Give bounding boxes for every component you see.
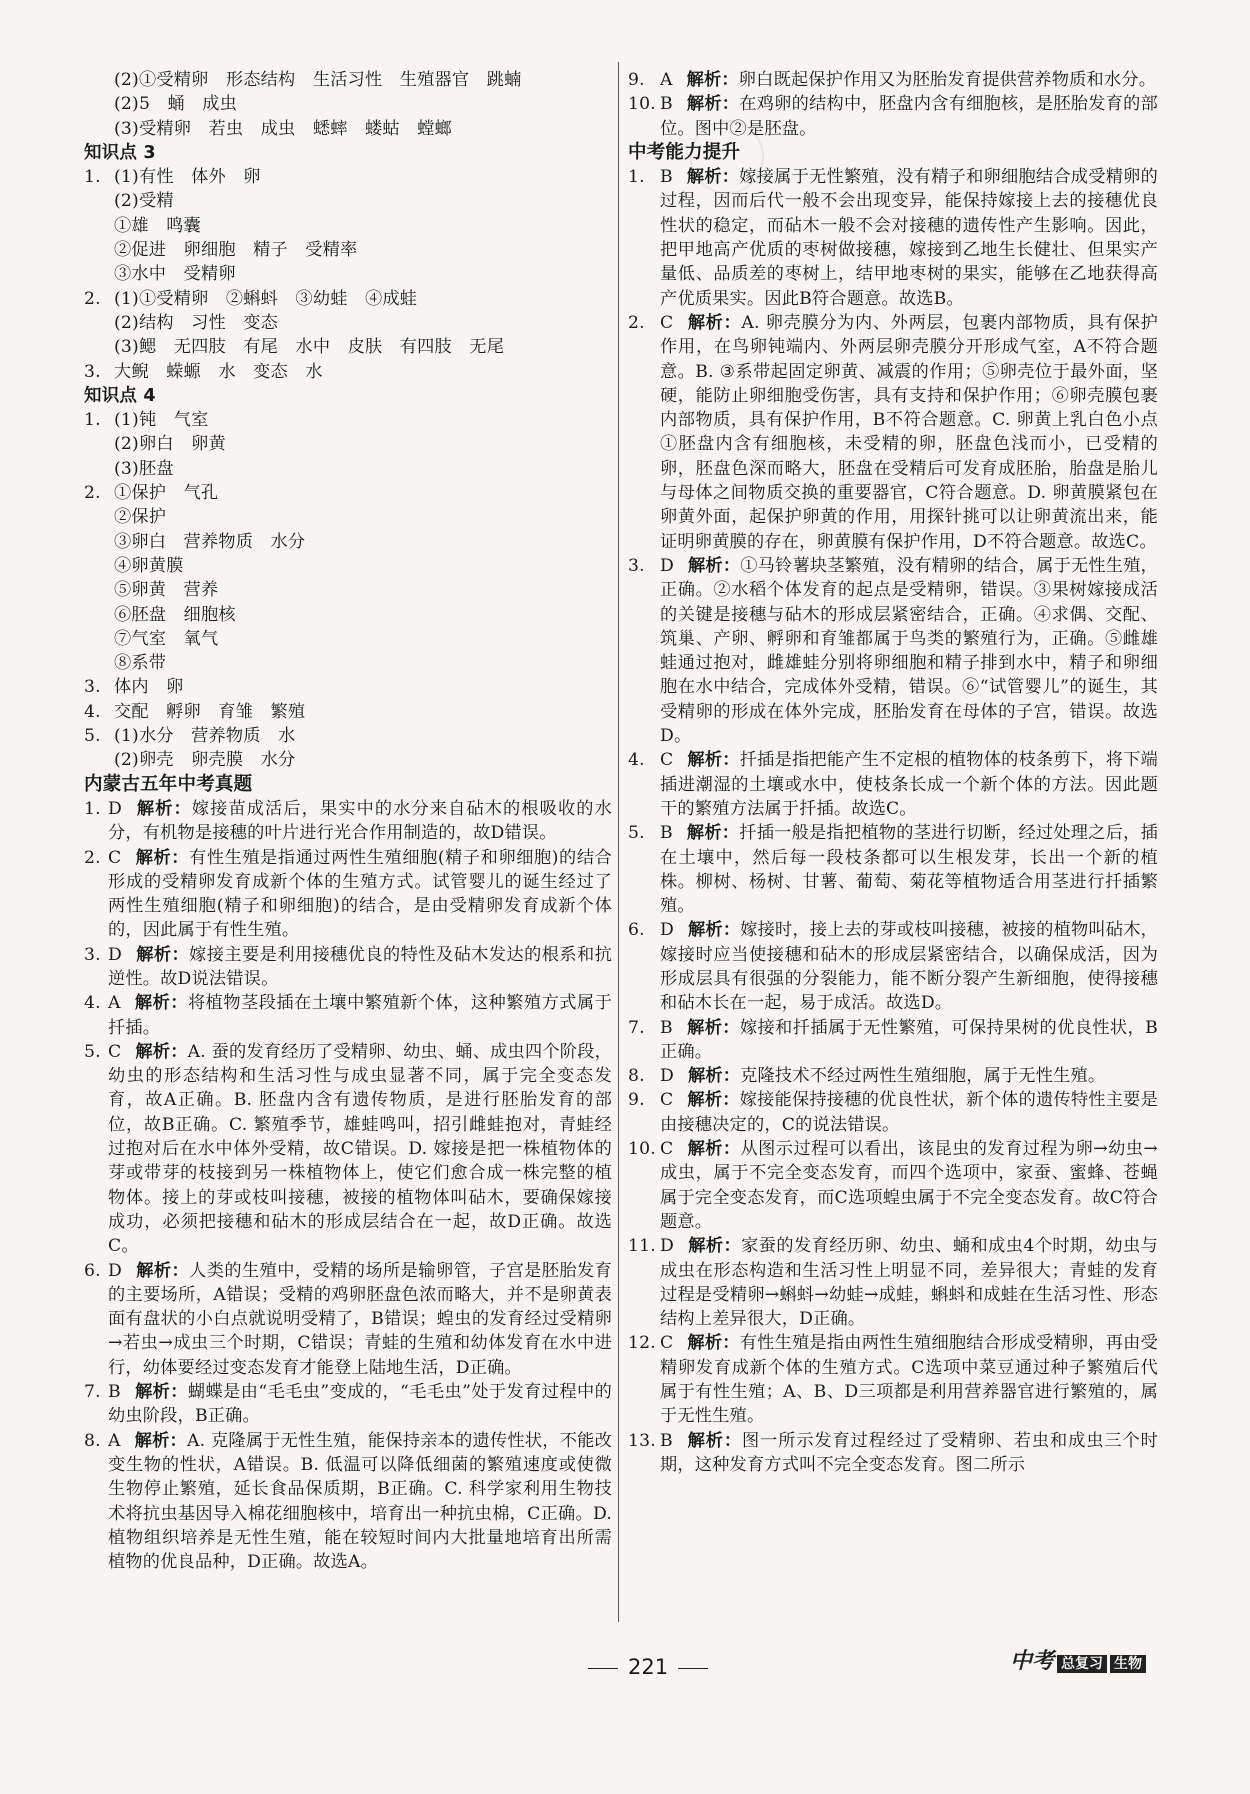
answer-letter: A [660, 70, 673, 90]
question-item [84, 1040, 612, 1259]
answer-letter: C [660, 312, 674, 333]
question-body [660, 1016, 1158, 1065]
brand-text: 中考 [1010, 1649, 1055, 1674]
question-item [84, 1429, 612, 1575]
question-item [628, 918, 1158, 1015]
analysis-text: A. 克隆属于无性生殖，能保持亲本的遗传性状，不能改变生物的性状，A错误。B. 低温可以降低细菌的繁殖速度或使微生物停止繁殖，延长食品保质期，B正确。C. 科学家利用生物技术将抗虫基因导入棉花细胞核中，培育出一种抗虫棉，C正确。D. 植物组织培养是无性生殖，能在较短时间内大批量地培育出所需植物的优良品种，D正确。故选A。 [108, 1430, 612, 1573]
dash-right [678, 1668, 708, 1669]
question-item [628, 311, 1158, 554]
dash-left [588, 1668, 618, 1669]
analysis-text: ①马铃薯块茎繁殖，没有精卵的结合，属于无性生殖，正确。②水稻个体发育的起点是受精卵，错误。③果树嫁接成活的关键是接穗与砧木的形成层紧密结合，正确。④求偶、交配、筑巢、产卵、孵卵和育雏都属于鸟类的繁殖行为，正确。⑤雌雄蛙通过抱对，雌雄蛙分别将卵细胞和精子排到水中，精子和卵细胞在水中结合，完成体外受精，错误。⑥“试管婴儿”的诞生，其受精卵的形成在体外完成，胚胎发育在母体的子宫，错误。故选D。 [660, 555, 1158, 747]
analysis-label: 解析： [134, 1430, 187, 1451]
item-number: 2. [84, 483, 101, 504]
item-text: ⑦气室 氧气 [114, 628, 219, 649]
item-number: 1. [84, 167, 101, 188]
question-number: 8. [628, 1066, 645, 1087]
question-body [660, 311, 1158, 554]
analysis-label: 解析： [135, 1260, 190, 1281]
question-number: 7. [84, 1382, 101, 1403]
question-item [628, 1234, 1158, 1331]
answer-line: (2)5 蛹 成虫 [114, 94, 238, 115]
item-number: 1. [84, 410, 101, 431]
section-heading-kp3: 知识点 3 [84, 142, 156, 163]
answer-letter: A [108, 1430, 121, 1451]
brand-sub: 总复习 [1057, 1655, 1107, 1673]
item-text: ①保护 气孔 [114, 483, 219, 504]
item-text: ③水中 受精卵 [114, 264, 236, 285]
question-item [628, 1016, 1158, 1065]
answer-letter: B [660, 94, 673, 115]
answer-line [84, 408, 612, 432]
answer-line: (3)受精卵 若虫 成虫 蟋蟀 蝼蛄 螳螂 [114, 118, 452, 139]
question-body [108, 1380, 612, 1429]
question-item [84, 1380, 612, 1429]
analysis-text: 有性生殖是指由两性生殖细胞结合形成受精卵，再由受精卵发育成新个体的生殖方式。C选项中菜豆通过种子繁殖后代属于有性生殖；A、B、D三项都是利用营养器官进行繁殖的，属于无性生殖。 [660, 1333, 1158, 1427]
analysis-text: 嫁接苗成活后，果实中的水分来自砧木的根吸收的水分，有机物是接穗的叶片进行光合作用制造的，故D错误。 [108, 798, 612, 844]
question-number: 4. [628, 750, 645, 771]
answer-letter: D [108, 1260, 122, 1281]
item-number: 5. [84, 726, 101, 747]
question-body [660, 1429, 1158, 1478]
column-divider [618, 62, 619, 1622]
answer-letter: D [660, 1236, 674, 1257]
question-number: 9. [628, 70, 645, 90]
item-text: ①雄 鸣囊 [114, 215, 201, 236]
question-number: 13. [628, 1430, 656, 1451]
analysis-text: 人类的生殖中，受精的场所是输卵管，子宫是胚胎发育的主要场所，A错误；受精的鸡卵胚盘色浓而略大，并不是卵黄表面有盘状的小白点就说明受精了，B错误；蝗虫的发育经过受精卵→若虫→成虫三个时期，C错误；青蛙的生殖和幼体发育在水中进行，幼体要经过变态发育才能登上陆地生活，D正确。 [108, 1260, 612, 1378]
item-text: (3)胚盘 [114, 458, 174, 479]
question-item [84, 797, 612, 846]
item-text: ⑥胚盘 细胞核 [114, 604, 236, 625]
item-text: ②保护 [114, 507, 167, 528]
question-body [660, 165, 1158, 311]
brand-subject: 生物 [1110, 1655, 1146, 1673]
question-number: 5. [84, 1041, 101, 1062]
analysis-text: 卵白既起保护作用又为胚胎发育提供营养物质和水分。 [738, 70, 1157, 90]
answer-line [84, 287, 612, 311]
answer-line [84, 505, 612, 529]
analysis-label: 解析： [687, 1090, 740, 1111]
question-number: 3. [628, 555, 645, 576]
analysis-label: 解析： [687, 920, 741, 941]
analysis-text: 将植物茎段插在土壤中繁殖新个体，这种繁殖方式属于扦插。 [108, 993, 612, 1038]
item-number: 3. [84, 361, 101, 382]
question-number: 7. [628, 1017, 645, 1038]
question-number: 8. [84, 1430, 101, 1451]
item-text: (2)卵白 卵黄 [114, 434, 226, 455]
analysis-text: 有性生殖是指通过两性生殖细胞(精子和卵细胞)的结合形成的受精卵发育成新个体的生殖方式。试管婴儿的诞生经过了两性生殖细胞(精子和卵细胞)的结合，是由受精卵发育成新个体的，因此属于有性生殖。 [108, 847, 612, 941]
item-text: ③卵白 营养物质 水分 [114, 531, 306, 552]
analysis-label: 解析： [135, 847, 190, 868]
item-number: 2. [84, 288, 101, 309]
analysis-label: 解析： [686, 167, 740, 188]
item-text: (3)鳃 无四肢 有尾 水中 皮肤 有四肢 无尾 [114, 337, 505, 358]
analysis-text: 从图示过程可以看出，该昆虫的发育过程为卵→幼虫→成虫，属于不完全变态发育，而四个选项中，家蚕、蜜蜂、苍蝇属于完全变态发育，而C选项蝗虫属于不完全变态发育。故C符合题意。 [660, 1139, 1158, 1232]
item-text: ④卵黄膜 [114, 555, 184, 576]
brand-logo [1010, 1644, 1146, 1675]
question-item [628, 1064, 1158, 1088]
page-number-footer [578, 1655, 718, 1679]
analysis-label: 解析： [135, 1041, 188, 1062]
question-number: 2. [628, 312, 645, 333]
question-body [660, 1234, 1158, 1331]
answer-line [84, 627, 612, 651]
answer-letter: D [108, 944, 122, 965]
item-text: 交配 孵卵 育雏 繁殖 [114, 701, 306, 722]
analysis-label: 解析： [687, 555, 741, 576]
item-text: (1)①受精卵 ②蝌蚪 ③幼蛙 ④成蛙 [114, 288, 418, 309]
answer-line [84, 238, 612, 262]
question-number: 9. [628, 1090, 645, 1111]
answer-line [84, 724, 612, 748]
analysis-text: 嫁接主要是利用接穗优良的特性及砧木发达的根系和抗逆性。故D说法错误。 [108, 944, 612, 989]
question-body [108, 1040, 612, 1259]
question-body [660, 821, 1158, 918]
question-number: 4. [84, 993, 101, 1014]
question-number: 1. [628, 167, 645, 188]
analysis-text: 蝴蝶是由“毛毛虫”变成的，“毛毛虫”处于发育过程中的幼虫阶段，B正确。 [108, 1382, 612, 1427]
analysis-label: 解析： [686, 94, 740, 115]
question-body [660, 1088, 1158, 1137]
answer-line [84, 262, 612, 286]
page-number: 221 [628, 1655, 669, 1679]
question-item [628, 554, 1158, 748]
analysis-text: 嫁接能保持接穗的优良性状，新个体的遗传特性主要是由接穗决定的，C的说法错误。 [660, 1090, 1158, 1135]
answer-line [84, 165, 612, 189]
item-text: (1)水分 营养物质 水 [114, 726, 296, 747]
analysis-text: 扦插一般是指把植物的茎进行切断，经过处理之后，插在土壤中，然后每一段枝条都可以生根发芽，长出一个新的植株。柳树、杨树、甘薯、葡萄、菊花等植物适合用茎进行扦插繁殖。 [660, 823, 1158, 917]
answer-letter: C [108, 847, 122, 868]
analysis-label: 解析： [134, 1382, 188, 1403]
analysis-label: 解析： [687, 1236, 742, 1257]
question-number: 10. [628, 94, 656, 115]
question-item [628, 1331, 1158, 1428]
question-number: 12. [628, 1333, 656, 1354]
question-item [628, 165, 1158, 311]
item-number: 3. [84, 677, 101, 698]
answer-letter: C [660, 1090, 674, 1111]
answer-line: (2)①受精卵 形态结构 生活习性 生殖器官 跳蝻 [114, 70, 522, 90]
answer-letter: B [660, 1430, 673, 1451]
item-text: (2)受精 [114, 191, 174, 212]
answer-letter: D [108, 798, 122, 819]
answer-letter: B [660, 167, 673, 188]
question-body [660, 68, 1158, 92]
question-number: 10. [628, 1139, 656, 1160]
question-body [660, 1137, 1158, 1234]
analysis-label: 解析： [686, 70, 739, 90]
answer-letter: C [660, 1333, 674, 1354]
question-item [628, 92, 1158, 141]
right-column [628, 68, 1158, 1477]
answer-letter: C [660, 750, 674, 771]
answer-line [84, 651, 612, 675]
analysis-text: A. 卵壳膜分为内、外两层，包裹内部物质，具有保护作用，在鸟卵钝端内、外两层卵壳膜分开形成气室，A不符合题意。B. ③系带起固定卵黄、减震的作用；⑤卵壳位于最外面，坚硬，能防止卵细胞受伤害，具有支持和保护作用；⑥卵壳膜包裹内部物质，具有保护作用，B不符合题意。C. 卵黄上乳白色小点①胚盘内含有细胞核，未受精的卵，胚盘色浅而小，已受精的卵，胚盘色深而略大，胚盘在受精后可发育成胚胎，胎盘是胎儿与母体之间物质交换的重要器官，C符合题意。D. 卵黄膜紧包在卵黄外面，起保护卵黄的作用，用探针挑可以让卵黄流出来，能证明卵黄膜的存在，卵黄膜有保护作用，D不符合题意。故选C。 [660, 312, 1158, 552]
section-heading-kp4: 知识点 4 [84, 385, 156, 406]
item-text: (2)结构 习性 变态 [114, 312, 279, 333]
question-number: 5. [628, 823, 645, 844]
item-text: 体内 卵 [114, 677, 184, 698]
analysis-label: 解析： [135, 798, 192, 819]
question-body [108, 991, 612, 1040]
answer-line [84, 700, 612, 724]
item-text: ②促进 卵细胞 精子 受精率 [114, 240, 358, 261]
answer-line [84, 335, 612, 359]
answer-letter: D [660, 920, 674, 941]
answer-letter: D [660, 1066, 674, 1087]
answer-line [84, 603, 612, 627]
analysis-label: 解析： [134, 993, 188, 1014]
item-text: (1)有性 体外 卵 [114, 167, 261, 188]
item-text: ⑤卵黄 营养 [114, 580, 219, 601]
analysis-label: 解析： [687, 1139, 741, 1160]
question-body [660, 748, 1158, 821]
section-heading-ability: 中考能力提升 [628, 141, 741, 163]
analysis-text: 在鸡卵的结构中，胚盘内含有细胞核，是胚胎发育的部位。图中②是胚盘。 [660, 94, 1158, 139]
answer-line [84, 189, 612, 213]
question-body [108, 846, 612, 943]
answer-line [84, 311, 612, 335]
question-number: 6. [628, 920, 645, 941]
question-item [84, 846, 612, 943]
question-body [108, 943, 612, 992]
answer-letter: B [108, 1382, 121, 1403]
item-text: ⑧系带 [114, 653, 167, 674]
answer-line [84, 481, 612, 505]
question-item [84, 991, 612, 1040]
left-column [84, 68, 612, 1574]
question-body [660, 92, 1158, 141]
analysis-label: 解析： [687, 312, 742, 333]
analysis-text: 家蚕的发育经历卵、幼虫、蛹和成虫4个时期，幼虫与成虫在形态构造和生活习性上明显不同，差异很大；青蛙的发育过程是受精卵→蝌蚪→幼蛙→成蛙，蝌蚪和成蛙在生活习性、形态结构上差异很大，D正确。 [660, 1236, 1158, 1330]
analysis-label: 解析： [687, 1066, 741, 1087]
question-number: 3. [84, 944, 101, 965]
question-body [108, 1259, 612, 1380]
answer-letter: C [660, 1139, 674, 1160]
answer-line [84, 457, 612, 481]
question-body [660, 554, 1158, 748]
item-text: (1)钝 气室 [114, 410, 209, 431]
answer-line [84, 578, 612, 602]
analysis-label: 解析： [686, 1430, 742, 1451]
question-number: 2. [84, 847, 101, 868]
analysis-text: A. 蚕的发育经历了受精卵、幼虫、蛹、成虫四个阶段，幼虫的形态结构和生活习性与成虫显著不同，属于完全变态发育，故A正确。B. 胚盘内含有遗传物质，是进行胚胎发育的部位，故B正确。C. 繁殖季节，雄蛙鸣叫，招引雌蛙抱对，青蛙经过抱对后在水中体外受精，故C错误。D. 嫁接是把一株植物体的芽或带芽的枝接到另一株植物体上，使它们愈合成一株完整的植物体。接上的芽或枝叫接穗，被接的植物体叫砧木，要确保嫁接成功，必须把接穗和砧木的形成层结合在一起，故D正确。故选C。 [108, 1041, 612, 1257]
question-body [660, 1064, 1158, 1088]
analysis-text: 嫁接和扦插属于无性繁殖，可保持果树的优良性状，B正确。 [660, 1017, 1158, 1062]
item-text: 大鲵 蝾螈 水 变态 水 [114, 361, 323, 382]
answer-letter: C [108, 1041, 122, 1062]
question-number: 1. [84, 798, 101, 819]
analysis-label: 解析： [686, 823, 740, 844]
question-body [108, 1429, 612, 1575]
analysis-label: 解析： [135, 944, 190, 965]
analysis-text: 嫁接属于无性繁殖，没有精子和卵细胞结合成受精卵的过程，因而后代一般不会出现变异，能保持嫁接上去的接穗优良性状的稳定，而砧木一般不会对接穗的遗传性产生影响。因此，把甲地高产优质的枣树做接穗，嫁接到乙地生长健壮、但果实产量低、品质差的枣树上，结甲地枣树的果实，能够在乙地获得高产优质果实。因此B符合题意。故选B。 [660, 167, 1158, 309]
analysis-text: 扦插是指把能产生不定根的植物体的枝条剪下，将下端插进潮湿的土壤或水中，使枝条长成一个新个体的方法。因此题干的繁殖方法属于扦插。故选C。 [660, 750, 1158, 819]
analysis-text: 克隆技术不经过两性生殖细胞，属于无性生殖。 [740, 1066, 1106, 1087]
answer-letter: A [108, 993, 121, 1014]
answer-line [84, 554, 612, 578]
question-number: 11. [628, 1236, 656, 1257]
question-number: 6. [84, 1260, 101, 1281]
question-body [660, 918, 1158, 1015]
answer-line [84, 675, 612, 699]
analysis-text: 图一所示发育过程经过了受精卵、若虫和成虫三个时期，这种发育方式叫不完全变态发育。图二所示 [660, 1430, 1158, 1475]
answer-line [84, 748, 612, 772]
question-item [628, 1088, 1158, 1137]
question-body [660, 1331, 1158, 1428]
item-text: (2)卵壳 卵壳膜 水分 [114, 750, 296, 771]
analysis-label: 解析： [687, 1333, 740, 1354]
section-heading-exam: 内蒙古五年中考真题 [84, 773, 253, 795]
question-item [628, 748, 1158, 821]
answer-line [84, 530, 612, 554]
question-body [108, 797, 612, 846]
question-item [628, 821, 1158, 918]
analysis-label: 解析： [686, 1017, 740, 1038]
answer-line [84, 432, 612, 456]
analysis-label: 解析： [687, 750, 740, 771]
answer-letter: B [660, 823, 673, 844]
question-item [628, 1137, 1158, 1234]
item-number: 4. [84, 701, 101, 722]
answer-line [84, 214, 612, 238]
question-item [628, 68, 1158, 92]
question-item [628, 1429, 1158, 1478]
analysis-text: 嫁接时，接上去的芽或枝叫接穗，被接的植物叫砧木，嫁接时应当使接穗和砧木的形成层紧密结合，以确保成活，因为形成层具有很强的分裂能力，能不断分裂产生新细胞，使得接穗和砧木长在一起，易于成活。故选D。 [660, 920, 1158, 1014]
answer-line [84, 360, 612, 384]
answer-letter: B [660, 1017, 673, 1038]
answer-letter: D [660, 555, 674, 576]
question-item [84, 1259, 612, 1380]
question-item [84, 943, 612, 992]
